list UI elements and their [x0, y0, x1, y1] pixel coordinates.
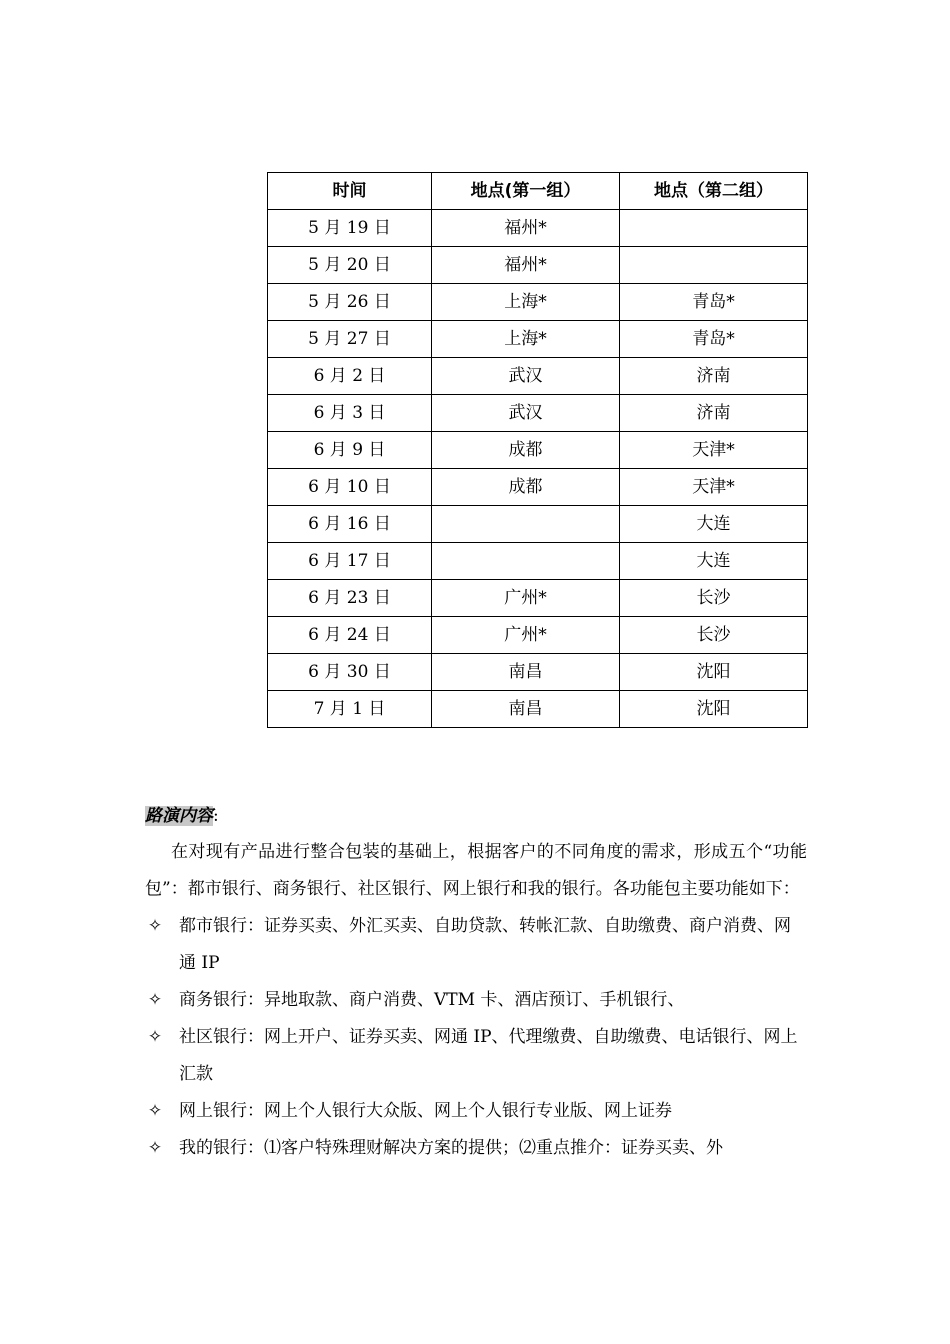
list-item: [145, 1019, 807, 1093]
cell-location-group-1: 福州*: [432, 210, 620, 247]
list-item-text: 都市银行：证券买卖、外汇买卖、自助贷款、转帐汇款、自助缴费、商户消费、网通 IP: [179, 916, 791, 973]
cell-location-group-1: 广州*: [432, 617, 620, 654]
list-item: [145, 1093, 807, 1130]
cell-location-group-1: 广州*: [432, 580, 620, 617]
table-row: [268, 210, 808, 247]
cell-time: 6 月 2 日: [268, 358, 432, 395]
cell-time: 6 月 23 日: [268, 580, 432, 617]
table-row: [268, 469, 808, 506]
cell-location-group-2: 大连: [620, 543, 808, 580]
cell-location-group-2: 大连: [620, 506, 808, 543]
cell-location-group-1: 成都: [432, 432, 620, 469]
list-item-text: 商务银行：异地取款、商户消费、VTM 卡、酒店预订、手机银行、: [179, 990, 685, 1010]
cell-time: 6 月 3 日: [268, 395, 432, 432]
list-item-text: 社区银行：网上开户、证券买卖、网通 IP、代理缴费、自助缴费、电话银行、网上汇款: [179, 1027, 798, 1084]
table-row: [268, 432, 808, 469]
cell-location-group-2: 天津*: [620, 469, 808, 506]
cell-time: 6 月 17 日: [268, 543, 432, 580]
cell-time: 6 月 10 日: [268, 469, 432, 506]
cell-location-group-1: 成都: [432, 469, 620, 506]
table-row: [268, 358, 808, 395]
table-row: [268, 617, 808, 654]
bullet-star-icon: ✧: [147, 916, 163, 936]
table-header-row: [268, 173, 808, 210]
cell-location-group-2: [620, 247, 808, 284]
table-row: [268, 247, 808, 284]
section-title-colon: :: [213, 806, 219, 826]
cell-time: 6 月 9 日: [268, 432, 432, 469]
table-row: [268, 691, 808, 728]
cell-location-group-2: 沈阳: [620, 691, 808, 728]
table-row: [268, 543, 808, 580]
table-row: [268, 284, 808, 321]
cell-time: 6 月 30 日: [268, 654, 432, 691]
cell-time: 5 月 26 日: [268, 284, 432, 321]
cell-time: 5 月 27 日: [268, 321, 432, 358]
cell-location-group-2: 济南: [620, 395, 808, 432]
section-body: [145, 834, 807, 1167]
list-item: [145, 982, 807, 1019]
cell-time: 6 月 24 日: [268, 617, 432, 654]
cell-location-group-1: 南昌: [432, 654, 620, 691]
table-row: [268, 654, 808, 691]
cell-time: 5 月 19 日: [268, 210, 432, 247]
function-package-list: [145, 908, 807, 1167]
cell-location-group-1: [432, 506, 620, 543]
section-title-text: 路演内容: [145, 806, 213, 826]
table-row: [268, 506, 808, 543]
cell-location-group-2: 济南: [620, 358, 808, 395]
cell-time: 5 月 20 日: [268, 247, 432, 284]
cell-location-group-2: 长沙: [620, 580, 808, 617]
list-item-text: 网上银行：网上个人银行大众版、网上个人银行专业版、网上证券: [179, 1101, 672, 1121]
cell-location-group-1: 上海*: [432, 321, 620, 358]
bullet-star-icon: ✧: [147, 990, 163, 1010]
cell-time: 7 月 1 日: [268, 691, 432, 728]
cell-location-group-2: 天津*: [620, 432, 808, 469]
cell-location-group-2: 青岛*: [620, 284, 808, 321]
table-row: [268, 321, 808, 358]
bullet-star-icon: ✧: [147, 1138, 163, 1158]
cell-location-group-2: 长沙: [620, 617, 808, 654]
header-location-group-1: 地点(第一组）: [432, 173, 620, 210]
cell-location-group-2: 青岛*: [620, 321, 808, 358]
list-item: [145, 1130, 807, 1167]
cell-location-group-1: 武汉: [432, 395, 620, 432]
intro-paragraph: 在对现有产品进行整合包装的基础上，根据客户的不同角度的需求，形成五个“功能包”：都市银行、商务银行、社区银行、网上银行和我的银行。各功能包主要功能如下：: [145, 842, 807, 899]
cell-time: 6 月 16 日: [268, 506, 432, 543]
table-row: [268, 580, 808, 617]
list-item: [145, 908, 807, 982]
cell-location-group-1: [432, 543, 620, 580]
cell-location-group-1: 上海*: [432, 284, 620, 321]
cell-location-group-1: 南昌: [432, 691, 620, 728]
header-location-group-2: 地点（第二组）: [620, 173, 808, 210]
cell-location-group-1: 武汉: [432, 358, 620, 395]
roadshow-schedule-table: [267, 172, 808, 728]
cell-location-group-2: 沈阳: [620, 654, 808, 691]
cell-location-group-2: [620, 210, 808, 247]
list-item-text: 我的银行：⑴客户特殊理财解决方案的提供；⑵重点推介：证券买卖、外: [179, 1138, 723, 1158]
table-row: [268, 395, 808, 432]
bullet-star-icon: ✧: [147, 1027, 163, 1047]
section-title: [145, 802, 219, 830]
header-time: 时间: [268, 173, 432, 210]
bullet-star-icon: ✧: [147, 1101, 163, 1121]
cell-location-group-1: 福州*: [432, 247, 620, 284]
